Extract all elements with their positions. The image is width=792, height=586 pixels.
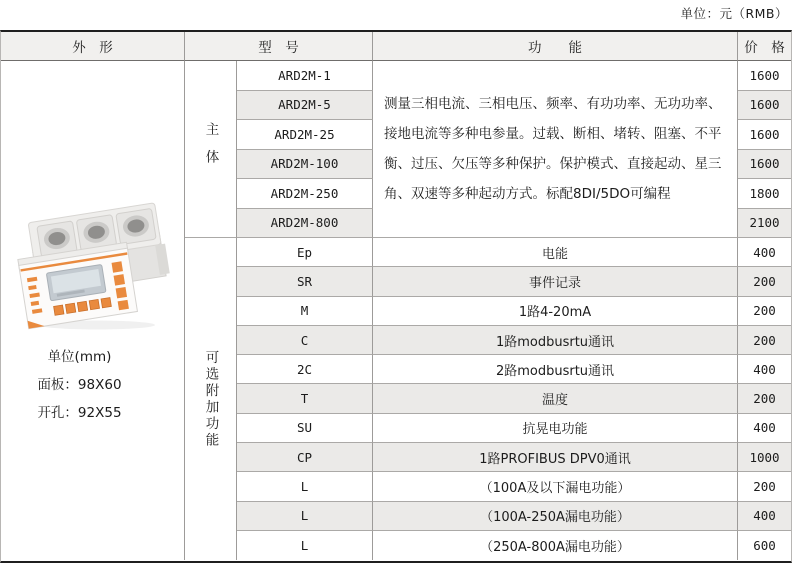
- option-price-cell: 200: [738, 297, 791, 326]
- option-code-cell: CP: [237, 443, 373, 472]
- option-price-cell: 200: [738, 472, 791, 501]
- product-photo: [9, 189, 177, 331]
- header-price: 价 格: [738, 32, 791, 61]
- header-appearance: 外 形: [1, 32, 185, 61]
- price-cell: 1600: [738, 150, 791, 180]
- option-code-cell: L: [237, 502, 373, 531]
- dimension-cutout: 开孔：92X55: [37, 405, 122, 421]
- option-code-cell: Ep: [237, 238, 373, 267]
- option-price-cell: 200: [738, 267, 791, 296]
- price-cell: 1800: [738, 179, 791, 209]
- price-table: [0, 30, 792, 563]
- option-price-cell: 400: [738, 238, 791, 267]
- option-price-cell: 400: [738, 502, 791, 531]
- header-function: 功 能: [373, 32, 738, 61]
- price-cell: 1600: [738, 91, 791, 121]
- price-cell: 1600: [738, 120, 791, 150]
- model-cell: ARD2M-25: [237, 120, 373, 150]
- group-label-main: [185, 61, 237, 238]
- option-price-cell: 200: [738, 384, 791, 413]
- option-function-cell: 事件记录: [373, 267, 738, 296]
- option-code-cell: SR: [237, 267, 373, 296]
- price-cell: 1600: [738, 61, 791, 91]
- option-function-cell: 电能: [373, 238, 738, 267]
- option-code-cell: M: [237, 297, 373, 326]
- option-code-cell: C: [237, 326, 373, 355]
- group-label-optional-text: 可选附加功能: [202, 349, 219, 449]
- header-model: 型 号: [185, 32, 373, 61]
- appearance-cell: [1, 61, 185, 560]
- dimension-unit: 单位(mm): [47, 349, 112, 365]
- option-price-cell: 400: [738, 414, 791, 443]
- option-function-cell: （100A及以下漏电功能）: [373, 472, 738, 501]
- option-code-cell: T: [237, 384, 373, 413]
- option-code-cell: 2C: [237, 355, 373, 384]
- option-price-cell: 400: [738, 355, 791, 384]
- option-code-cell: L: [237, 531, 373, 560]
- option-price-cell: 600: [753, 538, 776, 554]
- option-price-cell: 1000: [738, 443, 791, 472]
- option-function-cell: 1路4-20mA: [373, 297, 738, 326]
- option-code-cell: SU: [237, 414, 373, 443]
- option-function-cell: （250A-800A漏电功能）: [373, 531, 738, 560]
- option-function-cell: 2路modbusrtu通讯: [373, 355, 738, 384]
- main-function-description: 测量三相电流、三相电压、频率、有功功率、无功功率、接地电流等多种电参量。过载、断相、堵转、阻塞、不平衡、过压、欠压等多种保护。保护模式、直接起动、星三角、双速等多种起动方式。标配8DI/5DO可编程: [373, 61, 738, 238]
- model-cell: ARD2M-100: [237, 150, 373, 180]
- dimension-block: [37, 343, 121, 427]
- option-code-cell: L: [237, 472, 373, 501]
- option-function-cell: 抗晃电功能: [373, 414, 738, 443]
- option-function-cell: （100A-250A漏电功能）: [373, 502, 738, 531]
- option-function-cell: 温度: [373, 384, 738, 413]
- model-cell: ARD2M-1: [237, 61, 373, 91]
- price-cell: 2100: [738, 209, 791, 239]
- dimension-panel: 面板：98X60: [37, 377, 122, 393]
- model-cell: ARD2M-250: [237, 179, 373, 209]
- option-price-cell: 200: [738, 326, 791, 355]
- model-cell: ARD2M-5: [237, 91, 373, 121]
- group-label-main-text: 主体: [202, 121, 219, 177]
- option-function-cell: 1路PROFIBUS DPV0通讯: [373, 443, 738, 472]
- option-function-cell: 1路modbusrtu通讯: [373, 326, 738, 355]
- group-label-optional: [185, 238, 237, 560]
- unit-note: 单位：元（RMB）: [680, 6, 788, 21]
- model-cell: ARD2M-800: [237, 209, 373, 239]
